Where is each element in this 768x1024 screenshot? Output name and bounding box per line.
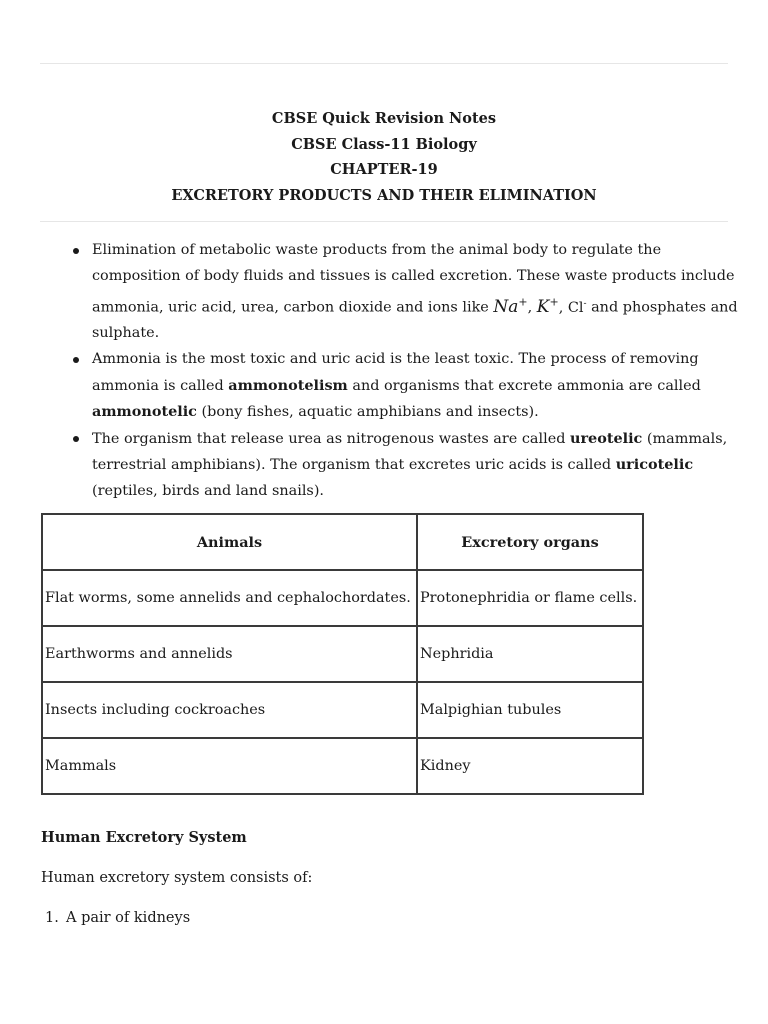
list-item-text: A pair of kidneys <box>66 910 191 926</box>
note-item-ammonia: Ammonia is the most toxic and uric acid is the least toxic. The process of removing ammonia is called ammonotelism and organisms that excrete ammonia are called ammonotelic (bony fishes, aquatic amphibians and insects). <box>92 347 740 426</box>
term-ureotelic: ureotelic <box>570 429 643 447</box>
excretory-organs-table <box>41 513 644 795</box>
table-cell-organ: Protonephridia or flame cells. <box>417 570 643 626</box>
term-ammonotelism: ammonotelism <box>228 376 348 394</box>
table-row <box>42 738 643 794</box>
table-header-row <box>42 514 643 570</box>
term-uricotelic: uricotelic <box>615 456 694 474</box>
header-divider <box>40 221 728 222</box>
column-header-animals: Animals <box>42 514 417 570</box>
section-intro: Human excretory system consists of: <box>41 870 313 886</box>
header-chapter: CHAPTER-19 <box>330 161 438 178</box>
numbered-list <box>41 910 190 926</box>
list-item <box>41 910 190 926</box>
list-item-number: 1. <box>45 910 59 926</box>
table-row <box>42 570 643 626</box>
column-header-organs: Excretory organs <box>417 514 643 570</box>
table-cell-animal: Insects including cockroaches <box>42 682 417 738</box>
table-cell-animal: Earthworms and annelids <box>42 626 417 682</box>
note-item-excretion: Elimination of metabolic waste products from the animal body to regulate the composition of body fluids and tissues is called excretion. These waste products include ammonia, uric acid, urea, carbon dioxide and ions like Na+, K+, Cl- and phosphates and sulphate. <box>92 238 740 347</box>
table-row <box>42 626 643 682</box>
table-cell-animal: Mammals <box>42 738 417 794</box>
notes-list <box>40 238 740 505</box>
document-header <box>0 106 768 208</box>
term-ammonotelic: ammonotelic <box>92 403 197 421</box>
top-divider <box>40 63 728 64</box>
header-class: CBSE Class-11 Biology <box>291 135 477 153</box>
table-cell-organ: Kidney <box>417 738 643 794</box>
chloride-ion: , Cl- <box>558 299 587 316</box>
header-chapter-title: EXCRETORY PRODUCTS AND THEIR ELIMINATION <box>171 186 597 204</box>
table-cell-animal: Flat worms, some annelids and cephalochordates. <box>42 570 417 626</box>
sodium-ion: Na+ <box>493 295 528 317</box>
table-cell-organ: Nephridia <box>417 626 643 682</box>
header-title: CBSE Quick Revision Notes <box>271 110 497 127</box>
table-row <box>42 682 643 738</box>
note-item-urea: The organism that release urea as nitrogenous wastes are called ureotelic (mammals, terrestrial amphibians). The organism that excretes uric acids is called uricotelic (reptiles, birds and land snails). <box>92 426 740 505</box>
table-cell-organ: Malpighian tubules <box>417 682 643 738</box>
potassium-ion: K+ <box>536 295 559 317</box>
section-heading: Human Excretory System <box>41 829 247 846</box>
